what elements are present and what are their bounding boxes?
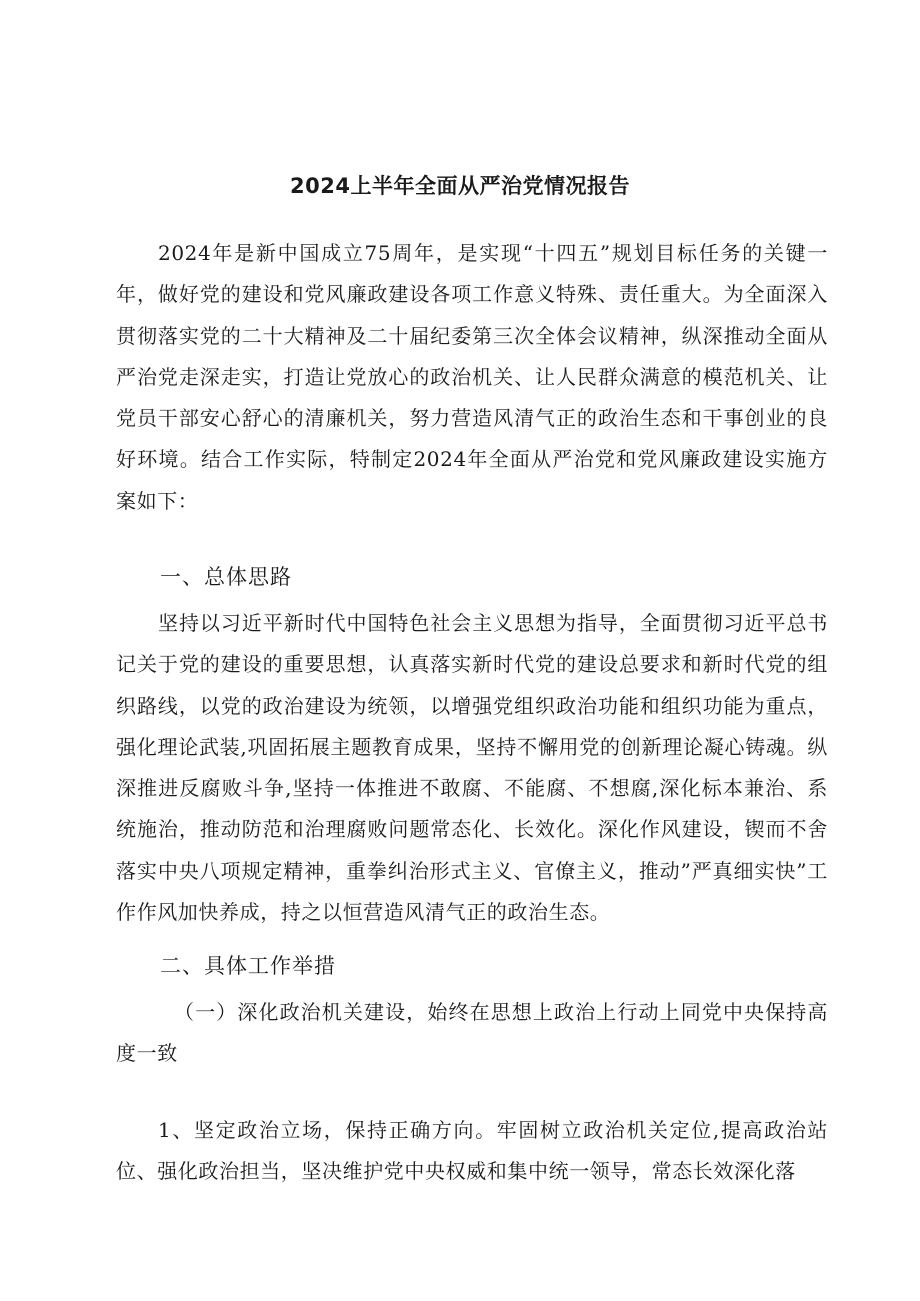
document-title: 2024上半年全面从严治党情况报告 [290,174,630,198]
measure-item-1: 1、坚定政治立场，保持正确方向。牢固树立政治机关定位,提高政治站位、强化政治担当，坚决维护党中央权威和集中统一领导，常态长效深化落 [116,1118,828,1184]
section-heading-specific-measures: 二、具体工作举措 [160,954,336,978]
subsection-heading: （一）深化政治机关建设，始终在思想上政治上行动上同党中央保持高度一致 [116,1000,828,1066]
overall-approach-paragraph: 坚持以习近平新时代中国特色社会主义思想为指导，全面贯彻习近平总书记关于党的建设的重要思想，认真落实新时代党的建设总要求和新时代党的组织路线，以党的政治建设为统领，以增强党组织政治功能和组织功能为重点，强化理论武装,巩固拓展主题教育成果，坚持不懈用党的创新理论凝心铸魂。纵深推进反腐败斗争,坚持一体推进不敢腐、不能腐、不想腐,深化标本兼治、系统施治，推动防范和治理腐败问题常态化、长效化。深化作风建设，锲而不舍落实中央八项规定精神，重拳纠治形式主义、官僚主义，推动”严真细实快”工作作风加快养成，持之以恒营造风清气正的政治生态。 [116,611,828,925]
intro-paragraph: 2024年是新中国成立75周年，是实现“十四五”规划目标任务的关键一年，做好党的建设和党风廉政建设各项工作意义特殊、责任重大。为全面深入贯彻落实党的二十大精神及二十届纪委第三次全体会议精神，纵深推动全面从严治党走深走实，打造让党放心的政治机关、让人民群众满意的模范机关、让党员干部安心舒心的清廉机关，努力营造风清气正的政治生态和干事创业的良好环境。结合工作实际，特制定2024年全面从严治党和党风廉政建设实施方案如下： [116,241,828,513]
section-heading-overall-approach: 一、总体思路 [160,565,292,589]
